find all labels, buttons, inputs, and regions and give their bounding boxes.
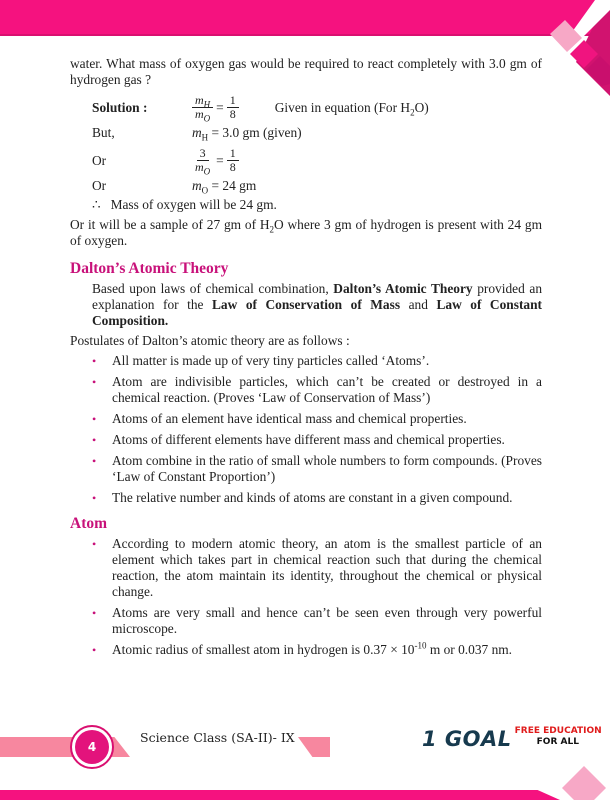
bullet-icon: • — [92, 606, 97, 620]
logo — [422, 726, 602, 752]
question-text: water. What mass of oxygen gas would be required to react completely with 3.0 gm of hydrogen gas ? — [70, 56, 542, 87]
header-band — [0, 0, 610, 36]
eq1-den: m — [195, 107, 204, 121]
eq1-num-sub: H — [203, 99, 211, 110]
eq1-rhs-den: 8 — [229, 107, 236, 121]
bottom-corner-decoration — [550, 764, 610, 800]
bottom-band — [0, 790, 560, 800]
therefore-text: Mass of oxygen will be 24 gm. — [110, 197, 277, 212]
therefore-icon: ∴ — [92, 197, 101, 212]
eq2-num: 3 — [197, 147, 209, 161]
logo-main-text: 1 GOAL — [422, 727, 512, 751]
page-content — [70, 56, 542, 663]
dalton-title: Dalton’s Atomic Theory — [70, 260, 229, 277]
eq2-den: m — [195, 160, 204, 174]
eq1-num: m — [195, 93, 204, 107]
footer — [0, 712, 610, 762]
bullet-icon: • — [92, 354, 97, 368]
eq1-rhs-num: 1 — [227, 94, 239, 108]
bullet-icon: • — [92, 375, 97, 389]
logo-tagline — [515, 726, 602, 748]
mh-given: $m_H = 3.0$ gm (given) — [192, 125, 302, 143]
given-note: Given in equation (For $H_2O$) — [274, 99, 429, 118]
atom-title: Atom — [70, 515, 108, 532]
logo-tagline-line1: FREE EDUCATION — [514, 726, 602, 736]
postulates-list — [70, 353, 542, 506]
list-item: • According to modern atomic theory, an atom is the smallest particle of an element which takes part in chemical reaction such that during the chemical reaction, the atom maintain its identity, throughout the chemical or physical change. — [92, 536, 542, 599]
fraction-one-eighth — [227, 94, 239, 121]
list-item: • Atoms are very small and hence can’t be seen even through very powerful microscope. — [92, 605, 542, 636]
list-item: • Atom combine in the ratio of small whole numbers to form compounds. (Proves ‘Law of Constant Proportion’) — [92, 453, 542, 484]
or-label-2: Or — [92, 178, 107, 193]
or-row-2 — [70, 178, 542, 194]
list-item: • The relative number and kinds of atoms are constant in a given compound. — [92, 490, 513, 505]
logo-tagline-line2: FOR ALL — [536, 737, 579, 747]
list-item: • All matter is made up of very tiny particles called ‘Atoms’. — [92, 353, 430, 368]
or-label-1: Or — [92, 152, 107, 168]
list-item: • Atoms of an element have identical mass and chemical properties. — [92, 411, 467, 426]
eq2-rhs-num: 1 — [227, 147, 239, 161]
dalton-intro: Based upon laws of chemical combination, Dalton’s Atomic Theory provided an explanation for the Law of Conservation of Mass and Law of Constant Composition. — [92, 281, 543, 328]
page-number: 4 — [75, 730, 109, 764]
mo-result: $m_O = 24$ gm — [192, 178, 257, 196]
therefore-line — [70, 197, 542, 213]
bullet-icon: • — [92, 412, 97, 426]
postulates-intro: Postulates of Dalton’s atomic theory are as follows : — [70, 333, 350, 348]
page-number-badge — [70, 725, 114, 769]
fraction-one-eighth-2 — [227, 147, 239, 174]
footer-ribbon-right — [298, 737, 330, 757]
eq1-den-sub: O — [203, 113, 211, 124]
conclusion-text: Or it will be a sample of 27 gm of $H_2O$ where 3 gm of hydrogen is present with 24 gm of oxygen. — [70, 217, 542, 248]
book-title: Science Class (SA-II)- IX — [140, 730, 295, 745]
bullet-icon: • — [92, 643, 97, 657]
ratio-equation: $\frac{m_H}{m_O}$ = $\frac{1}{8}$ — [192, 94, 239, 121]
list-item: • Atoms of different elements have different mass and chemical properties. — [92, 432, 505, 447]
fraction-3-mo: $\frac{3}{m_O}$ — [195, 146, 211, 177]
but-row — [70, 125, 542, 141]
eq2-rhs-den: 8 — [229, 160, 236, 174]
solution-row — [70, 93, 542, 124]
atom-points-list — [70, 536, 542, 658]
bullet-icon: • — [92, 433, 97, 447]
ratio-equation-2: $\frac{3}{m_O}$ = $\frac{1}{8}$ — [192, 147, 239, 174]
bullet-icon: • — [92, 491, 97, 505]
list-item: • Atom are indivisible particles, which can’t be created or destroyed in a chemical reaction. (Proves ‘Law of Conservation of Mass’) — [92, 374, 542, 405]
list-item: • Atomic radius of smallest atom in hydrogen is $0.37 \times 10^{-10}$ m or 0.037 nm. — [92, 640, 513, 657]
bullet-icon: • — [92, 537, 97, 551]
bullet-icon: • — [92, 454, 97, 468]
but-label: But, — [92, 125, 115, 140]
solution-label: Solution : — [92, 99, 148, 115]
or-row-1 — [70, 146, 542, 177]
fraction-mh-mo — [192, 93, 213, 124]
